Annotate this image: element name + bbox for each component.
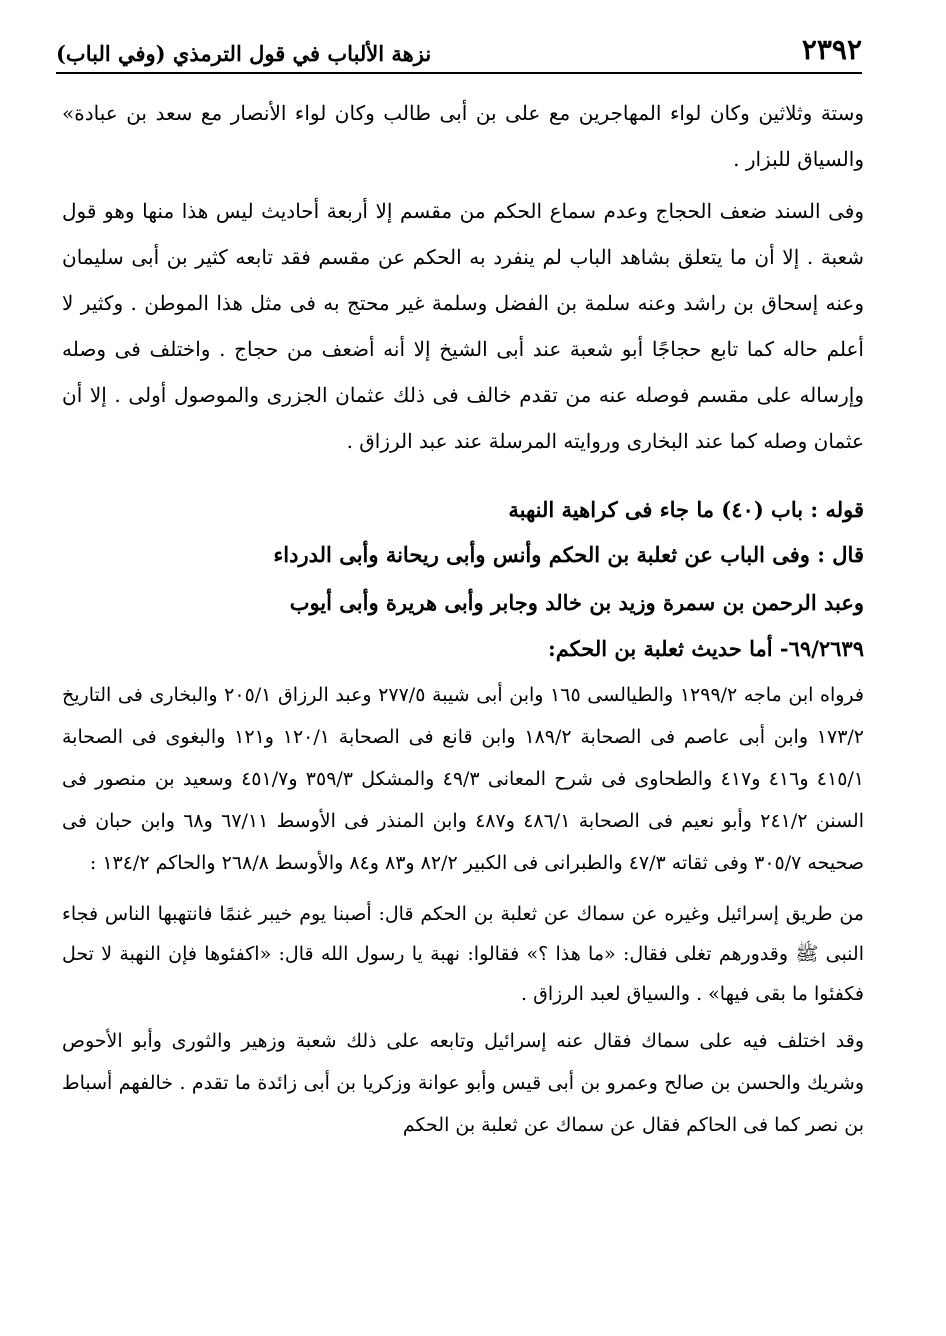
paragraph-continuation: وستة وثلاثين وكان لواء المهاجرين مع على بن أبى طالب وكان لواء الأنصار مع سعد بن عبادة» والسياق للبزار .	[62, 101, 864, 171]
paragraph-ikhtilaf: وقد اختلف فيه على سماك فقال عنه إسرائيل وتابعه على ذلك شعبة وزهير والثورى وأبو الأحوص وشريك والحسن بن صالح وعمرو بن أبى قيس وأبو عوانة وزكريا بن أبى زائدة ما تقدم . خالفهم أسباط بن نصر كما فى الحاكم فقال عن سماك عن ثعلبة بن الحكم	[62, 1030, 864, 1136]
paragraph-hadith-text: من طريق إسرائيل وغيره عن سماك عن ثعلبة بن الحكم قال: أصبنا يوم خيبر غنمًا فانتهبها الناس فجاء النبى ﷺ وقدورهم تغلى فقال: «ما هذا ؟» فقالوا: نهبة يا رسول الله قال: «اكفئوها فإن النهبة لا تحل فكفئوا ما بقى فيها» . والسياق لعبد الرزاق .	[62, 903, 864, 1005]
running-header	[56, 33, 862, 74]
header-title: نزهة الألباب في قول الترمذي (وفي الباب)	[56, 41, 432, 66]
qal-line-1: قال : وفى الباب عن ثعلبة بن الحكم وأنس وأبى ريحانة وأبى الدرداء	[273, 542, 864, 567]
hadith-heading: ٦٩/٢٦٣٩- أما حديث ثعلبة بن الحكم:	[547, 636, 864, 661]
qal-line-2: وعبد الرحمن بن سمرة وزيد بن خالد وجابر وأبى هريرة وأبى أيوب	[289, 590, 864, 615]
page-body	[62, 90, 864, 1146]
paragraph-takhrij: فرواه ابن ماجه ١٢٩٩/٢ والطيالسى ١٦٥ وابن أبى شيبة ٢٧٧/٥ وعبد الرزاق ٢٠٥/١ والبخارى فى التاريخ ١٧٣/٢ وابن أبى عاصم فى الصحابة ١٨٩/٢ وابن قانع فى الصحابة ١٢٠/١ و١٢١ والبغوى فى الصحابة ٤١٥/١ و٤١٦ و٤١٧ والطحاوى فى شرح المعانى ٤٩/٣ والمشكل ٣٥٩/٣ و٤٥١/٧ وسعيد بن منصور فى السنن ٢٤١/٢ وأبو نعيم فى الصحابة ٤٨٦/١ و٤٨٧ وابن المنذر فى الأوسط ٦٧/١١ و٦٨ وابن حبان فى صحيحه ٣٠٥/٧ وفى ثقاته ٤٧/٣ والطبرانى فى الكبير ٨٢/٢ و٨٣ و٨٤ والأوسط ٢٦٨/٨ والحاكم ١٣٤/٢ :	[62, 684, 865, 874]
chapter-heading: قوله : باب (٤٠) ما جاء فى كراهية النهبة	[508, 497, 864, 522]
page-number: ٢٣٩٢	[801, 33, 862, 66]
paragraph-sanad-commentary: وفى السند ضعف الحجاج وعدم سماع الحكم من مقسم إلا أربعة أحاديث ليس هذا منها وهو قول شعبة . إلا أن ما يتعلق بشاهد الباب لم ينفرد به الحكم عن مقسم فقد تابعه كثير بن أبى سليمان وعنه إسحاق بن راشد وعنه سلمة بن الفضل وسلمة غير محتج به فى مثل هذا الموطن . وكثير لا أعلم حاله كما تابع حجاجًا أبو شعبة عند أبى الشيخ إلا أنه أضعف من حجاج . واختلف فى وصله وإرساله على مقسم فوصله عنه من تقدم خالف فى ذلك عثمان الجزرى والموصول أولى . إلا أن عثمان وصله كما عند البخارى وروايته المرسلة عند عبد الرزاق .	[62, 199, 864, 453]
